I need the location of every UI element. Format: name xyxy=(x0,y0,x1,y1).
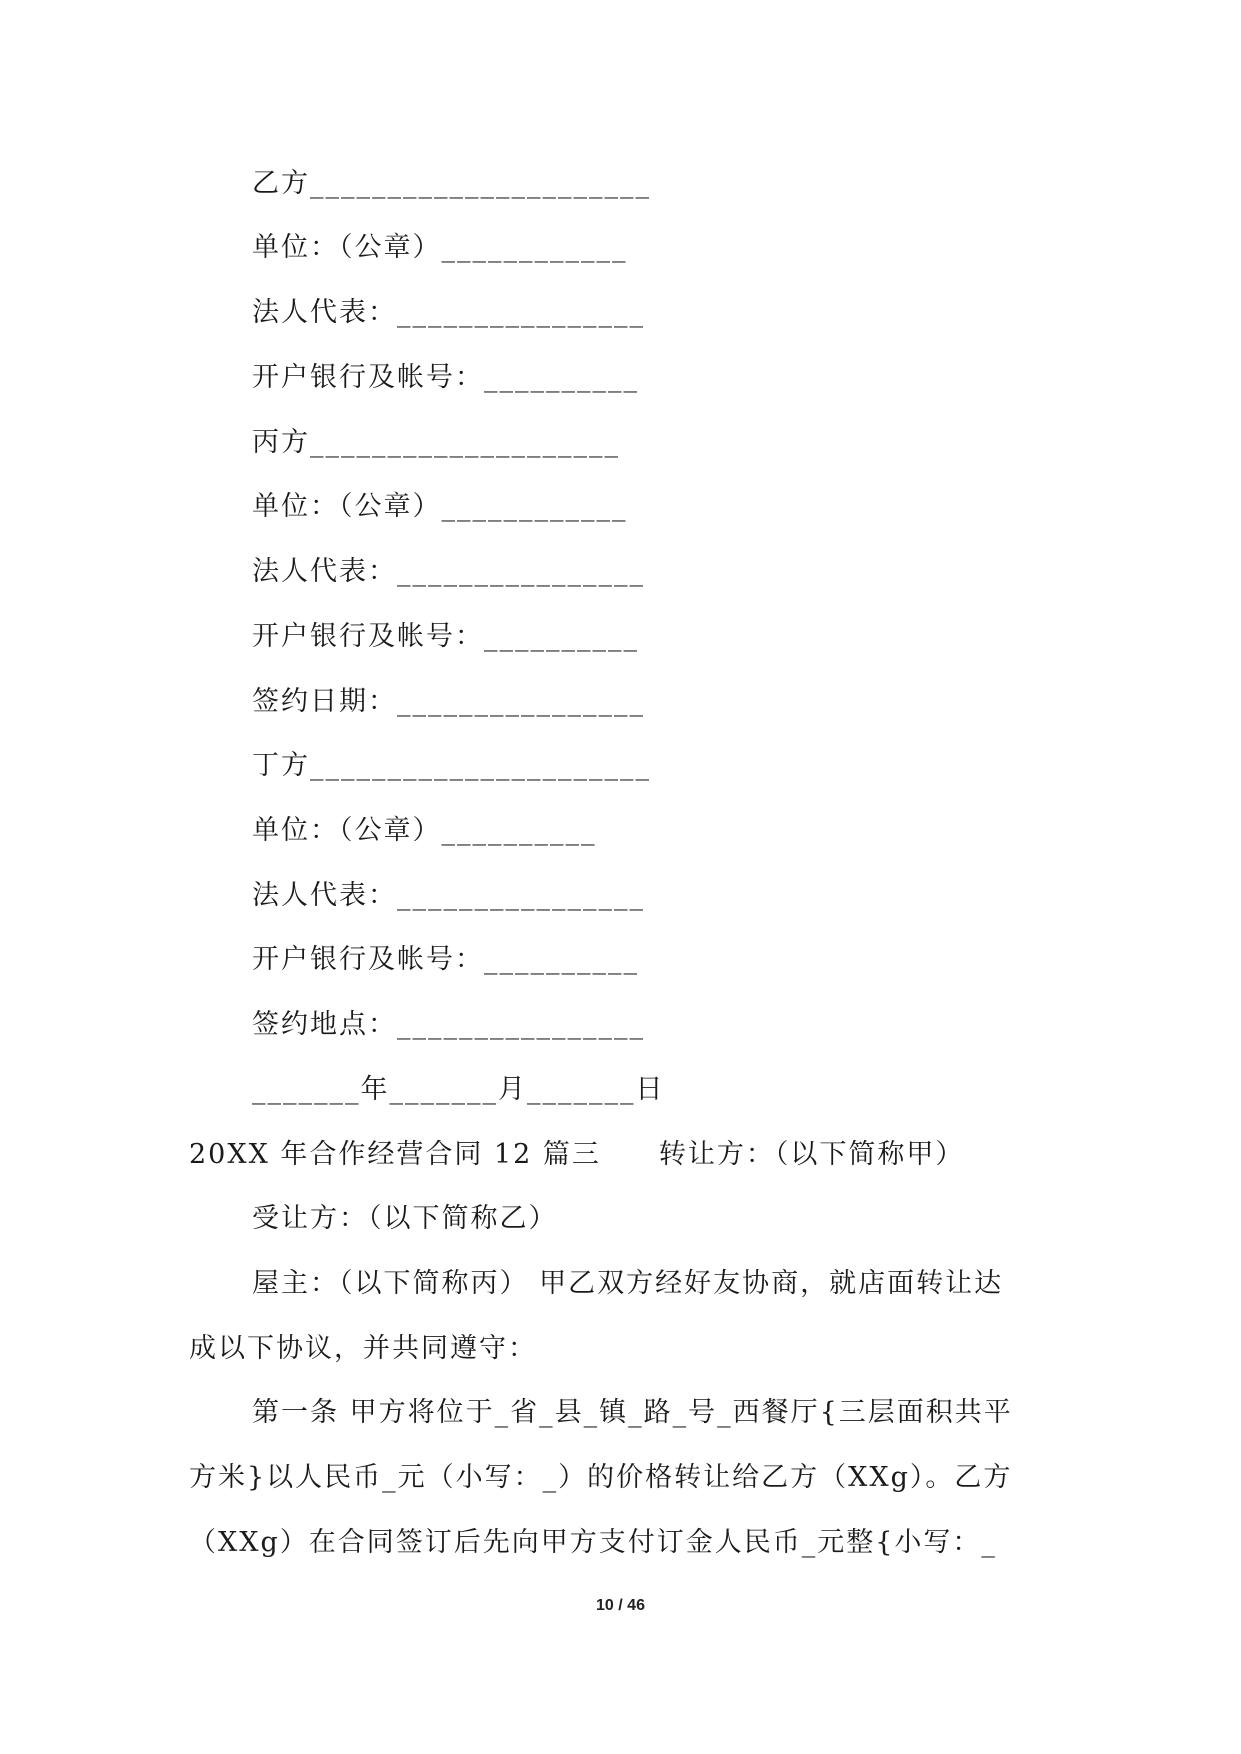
signing-place-line: 签约地点：________________ xyxy=(252,1009,645,1040)
article-one-line: 第一条 甲方将位于_省_县_镇_路_号_西餐厅{三层面积共平 xyxy=(252,1397,1013,1428)
section-heading-line: 20XX 年合作经营合同 12 篇三 转让方：（以下简称甲） xyxy=(189,1139,965,1170)
owner-paragraph-line: 屋主：（以下简称丙） 甲乙双方经好友协商，就店面转让达 xyxy=(252,1268,1004,1299)
party-c-unit-seal-line: 单位：（公章）____________ xyxy=(252,491,628,522)
party-b-legal-representative-line: 法人代表：________________ xyxy=(252,297,645,328)
article-one-continuation-1: 方米}以人民币_元（小写：_）的价格转让给乙方（XXg）。乙方 xyxy=(189,1462,1013,1493)
date-blank-line: _______年_______月_______日 xyxy=(252,1074,665,1105)
transferee-line: 受让方：（以下简称乙） xyxy=(252,1203,558,1234)
party-c-line: 丙方____________________ xyxy=(252,427,620,458)
party-d-line: 丁方______________________ xyxy=(252,750,651,781)
article-one-continuation-2: （XXg）在合同签订后先向甲方支付订金人民币_元整{小写：_ xyxy=(189,1527,997,1558)
owner-paragraph-continuation: 成以下协议，并共同遵守： xyxy=(189,1333,537,1364)
page-number: 10 / 46 xyxy=(596,1597,645,1614)
signing-date-line: 签约日期：________________ xyxy=(252,686,645,717)
party-b-bank-account-line: 开户银行及帐号：__________ xyxy=(252,362,639,393)
party-d-legal-representative-line: 法人代表：________________ xyxy=(252,880,645,911)
party-c-bank-account-line: 开户银行及帐号：__________ xyxy=(252,621,639,652)
party-d-unit-seal-line: 单位：（公章）__________ xyxy=(252,815,597,846)
party-b-line: 乙方______________________ xyxy=(252,168,651,199)
party-d-bank-account-line: 开户银行及帐号：__________ xyxy=(252,944,639,975)
party-c-legal-representative-line: 法人代表：________________ xyxy=(252,556,645,587)
party-b-unit-seal-line: 单位：（公章）____________ xyxy=(252,232,628,263)
